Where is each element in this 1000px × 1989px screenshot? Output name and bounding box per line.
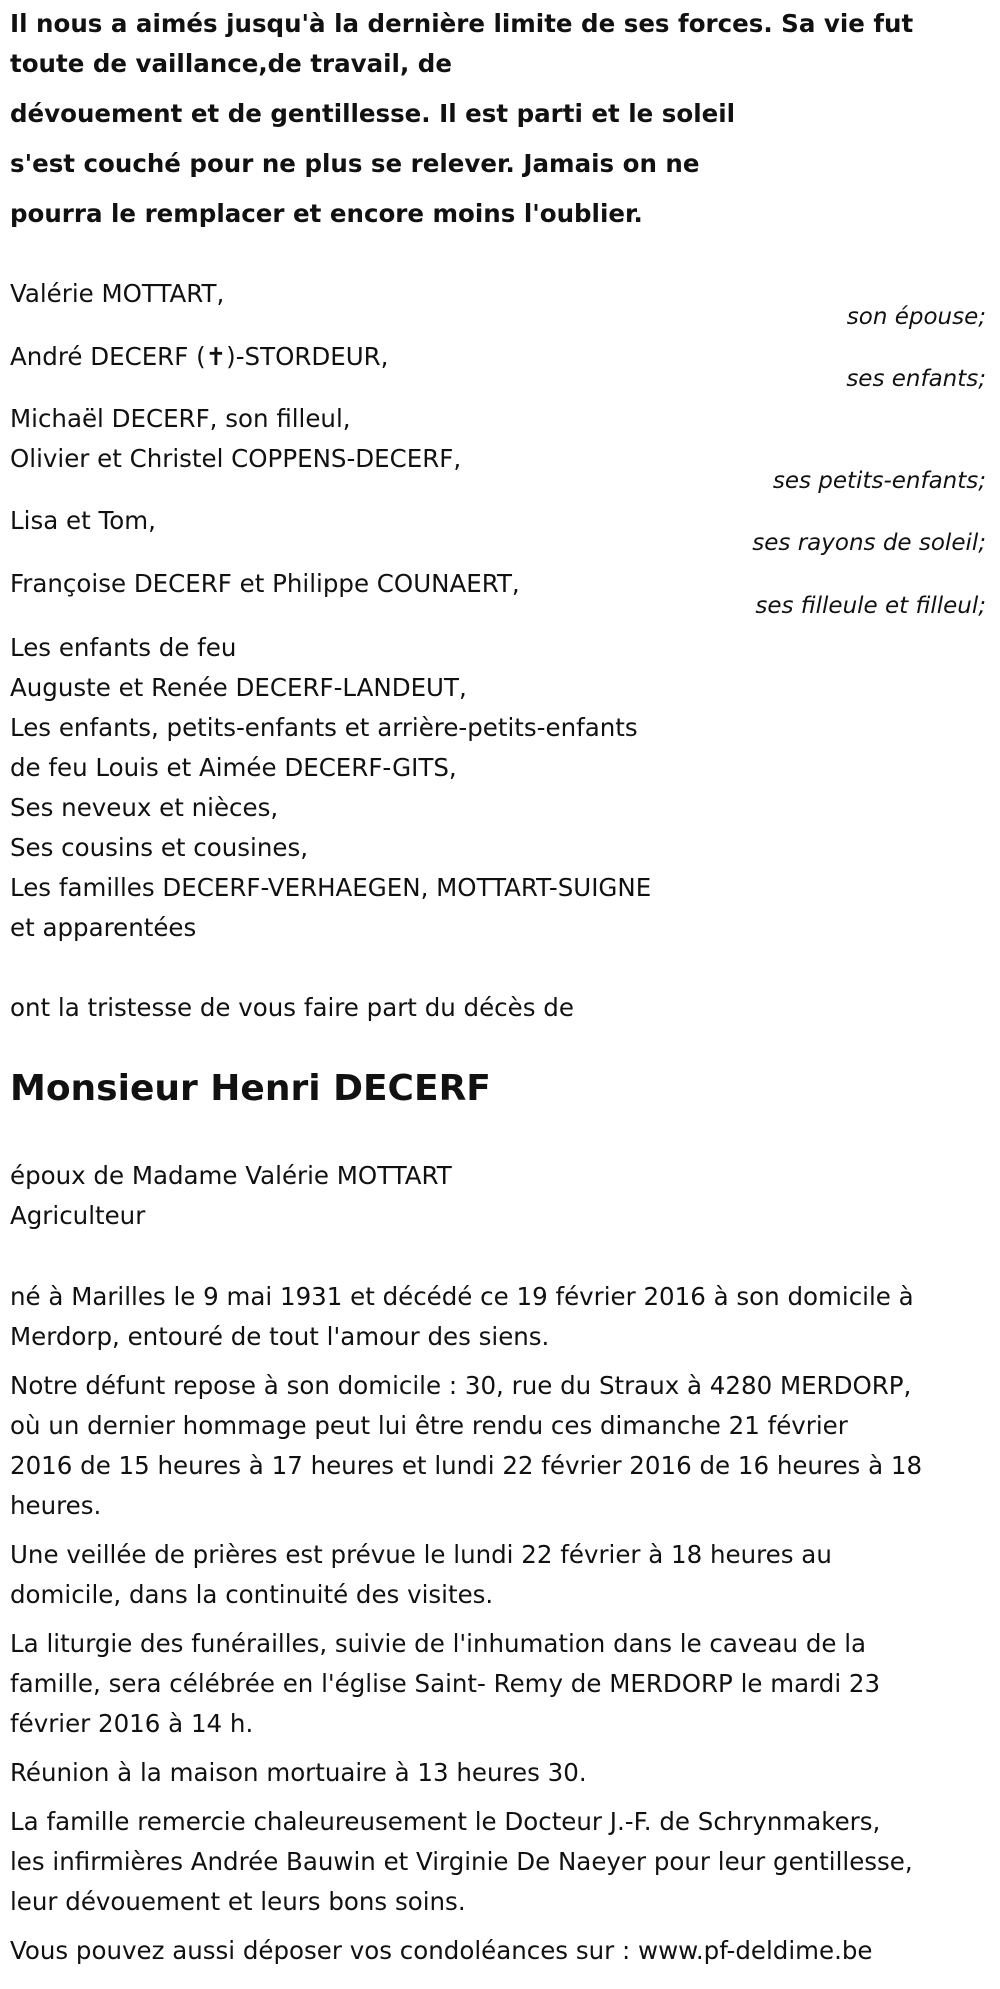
paragraph-line: domicile, dans la continuité des visites. xyxy=(10,1580,494,1609)
relatives-line: Les familles DECERF-VERHAEGEN, MOTTART-SUIGNE xyxy=(10,873,652,902)
family-relation: ses petits-enfants; xyxy=(772,468,986,494)
family-relation: ses rayons de soleil; xyxy=(752,530,986,556)
spouse-line: époux de Madame Valérie MOTTART xyxy=(10,1161,452,1190)
relatives-line: Ses cousins et cousines, xyxy=(10,833,308,862)
paragraph-line: Réunion à la maison mortuaire à 13 heures 30. xyxy=(10,1758,587,1787)
relatives-line: de feu Louis et Aimée DECERF-GITS, xyxy=(10,753,457,782)
intro-line: s'est couché pour ne plus se relever. Jamais on ne xyxy=(10,149,700,178)
announcement-text: ont la tristesse de vous faire part du décès de xyxy=(10,993,574,1022)
paragraph-line: famille, sera célébrée en l'église Saint- Remy de MERDORP le mardi 23 xyxy=(10,1669,881,1698)
paragraph-line: La famille remercie chaleureusement le Docteur J.-F. de Schrynmakers, xyxy=(10,1807,881,1836)
paragraph-line: Notre défunt repose à son domicile : 30, rue du Straux à 4280 MERDORP, xyxy=(10,1371,912,1400)
paragraph-line: né à Marilles le 9 mai 1931 et décédé ce 19 février 2016 à son domicile à xyxy=(10,1282,914,1311)
paragraph-line: février 2016 à 14 h. xyxy=(10,1709,254,1738)
family-relation: ses enfants; xyxy=(846,366,986,392)
intro-line: toute de vaillance,de travail, de xyxy=(10,49,452,78)
family-name: André DECERF (✝)-STORDEUR, xyxy=(10,342,389,371)
relatives-line: Auguste et Renée DECERF-LANDEUT, xyxy=(10,673,467,702)
paragraph-line: Une veillée de prières est prévue le lundi 22 février à 18 heures au xyxy=(10,1540,832,1569)
family-name: Lisa et Tom, xyxy=(10,506,156,535)
family-relation: son épouse; xyxy=(846,304,986,330)
intro-line: Il nous a aimés jusqu'à la dernière limite de ses forces. Sa vie fut xyxy=(10,9,914,38)
family-name: Valérie MOTTART, xyxy=(10,279,225,308)
paragraph-line: où un dernier hommage peut lui être rendu ces dimanche 21 février xyxy=(10,1411,848,1440)
deceased-name: Monsieur Henri DECERF xyxy=(10,1068,491,1109)
relatives-line: Les enfants de feu xyxy=(10,633,237,662)
paragraph-line: Merdorp, entouré de tout l'amour des siens. xyxy=(10,1322,550,1351)
paragraph-line: les infirmières Andrée Bauwin et Virginie De Naeyer pour leur gentillesse, xyxy=(10,1847,913,1876)
paragraph-line: Vous pouvez aussi déposer vos condoléances sur : www.pf-deldime.be xyxy=(10,1936,873,1965)
paragraph-line: 2016 de 15 heures à 17 heures et lundi 22 février 2016 de 16 heures à 18 xyxy=(10,1451,923,1480)
family-relation: ses filleule et filleul; xyxy=(755,593,986,619)
paragraph-line: La liturgie des funérailles, suivie de l'inhumation dans le caveau de la xyxy=(10,1629,867,1658)
family-name: Olivier et Christel COPPENS-DECERF, xyxy=(10,444,462,473)
relatives-line: et apparentées xyxy=(10,913,197,942)
relatives-line: Les enfants, petits-enfants et arrière-petits-enfants xyxy=(10,713,638,742)
relatives-line: Ses neveux et nièces, xyxy=(10,793,279,822)
intro-line: pourra le remplacer et encore moins l'oublier. xyxy=(10,199,643,228)
paragraph-line: heures. xyxy=(10,1491,102,1520)
family-name: Françoise DECERF et Philippe COUNAERT, xyxy=(10,569,520,598)
occupation: Agriculteur xyxy=(10,1201,146,1230)
family-name: Michaël DECERF, son filleul, xyxy=(10,404,351,433)
paragraph-line: leur dévouement et leurs bons soins. xyxy=(10,1887,466,1916)
intro-line: dévouement et de gentillesse. Il est parti et le soleil xyxy=(10,99,736,128)
